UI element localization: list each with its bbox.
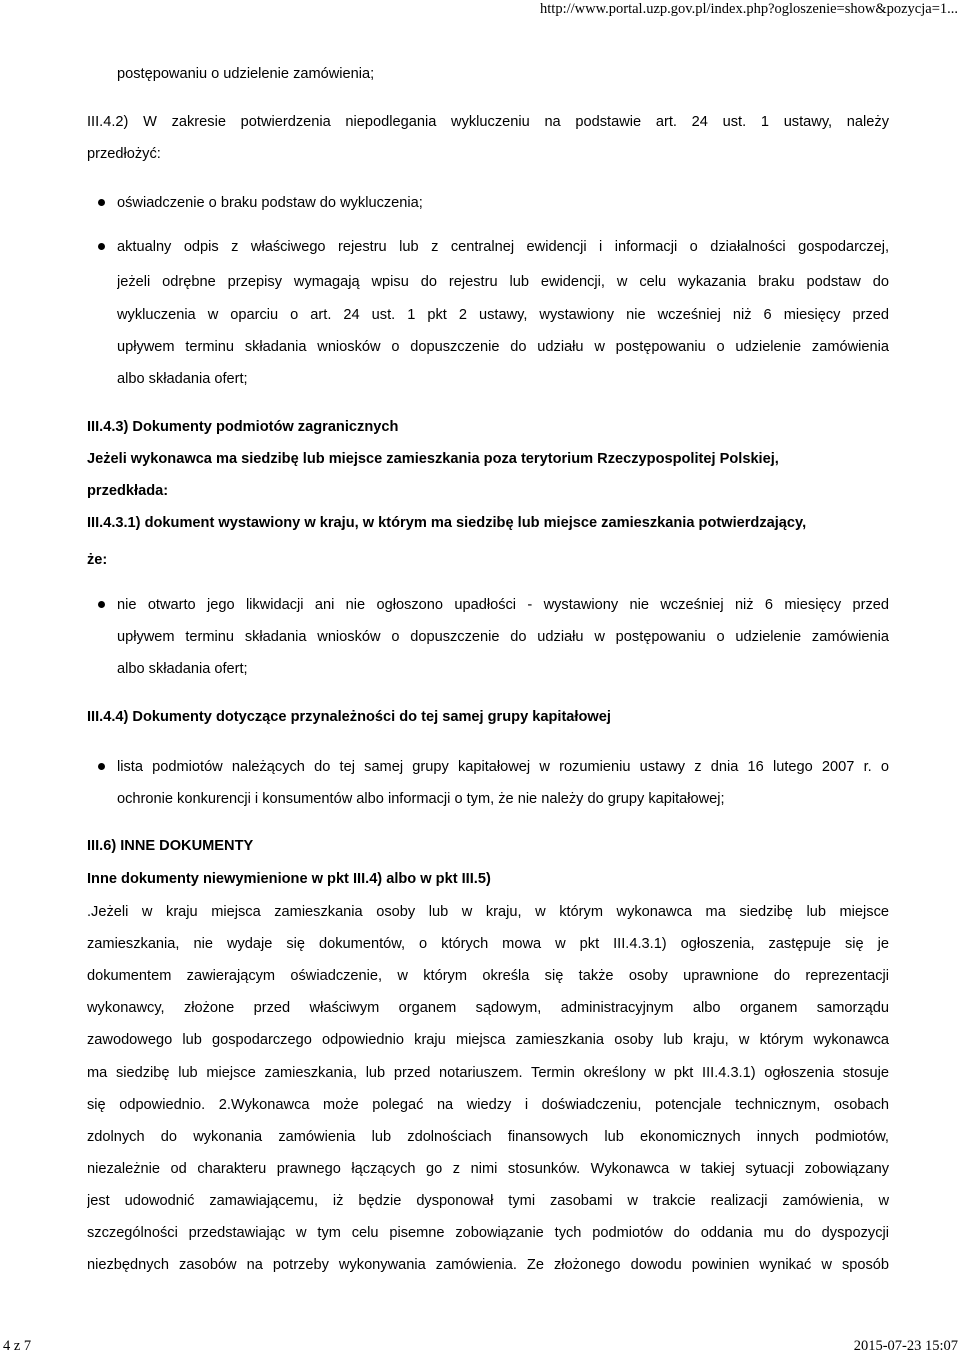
list-item: oświadczenie o braku podstaw do wykluczenia; [117,195,423,211]
bullet-icon [98,763,105,770]
paragraph-line: niezbędnych zasobów na potrzeby wykonywania zamówienia. Ze złożonego dowodu powinien wynikać w sposób [87,1257,889,1273]
bold-text-line: przedkłada: [87,483,169,499]
section-heading-iii-4-4: III.4.4) Dokumenty dotyczące przynależności do tej samej grupy kapitałowej [87,709,611,725]
list-item-continuation: ochronie konkurencji i konsumentów albo informacji o tym, że nie należy do grupy kapitałowej; [117,791,725,807]
paragraph-line: dokumentem zawierającym oświadczenie, w którym określa się także osoby uprawnione do reprezentacji [87,968,889,984]
bold-text-line: Inne dokumenty niewymienione w pkt III.4) albo w pkt III.5) [87,871,491,887]
text-line: przedłożyć: [87,146,161,162]
list-item-continuation: upływem terminu składania wniosków o dopuszczenie do udziału w postępowaniu o udzielenie zamówienia [117,339,889,355]
section-heading-iii-4-2: III.4.2) W zakresie potwierdzenia niepodlegania wykluczeniu na podstawie art. 24 ust. 1 ustawy, należy [87,114,889,130]
paragraph-line: jest udowodnić zamawiającemu, iż będzie dysponował tymi zasobami w trakcie realizacji zamówienia, w [87,1193,889,1209]
section-heading-iii-6: III.6) INNE DOKUMENTY [87,838,254,854]
paragraph-line: zdolnych do wykonania zamówienia lub zdolnościach finansowych lub ekonomicznych innych podmiotów, [87,1129,889,1145]
list-item-continuation: jeżeli odrębne przepisy wymagają wpisu do rejestru lub ewidencji, w celu wykazania braku podstaw do [117,274,889,290]
bullet-icon [98,199,105,206]
paragraph-line: niezależnie od charakteru prawnego łączących go z nimi stosunków. Wykonawca w takiej sytuacji zobowiązany [87,1161,889,1177]
bullet-icon [98,243,105,250]
bold-text-line: Jeżeli wykonawca ma siedzibę lub miejsce zamieszkania poza terytorium Rzeczypospolitej Polskiej, [87,451,779,467]
bold-text-line: że: [87,552,108,568]
browser-url-header: http://www.portal.uzp.gov.pl/index.php?ogloszenie=show&pozycja=1... [540,1,958,17]
text-line: postępowaniu o udzielenie zamówienia; [117,66,375,82]
list-item-continuation: albo składania ofert; [117,661,248,677]
list-item-continuation: upływem terminu składania wniosków o dopuszczenie do udziału w postępowaniu o udzielenie zamówienia [117,629,889,645]
list-item-continuation: wykluczenia w oparciu o art. 24 ust. 1 pkt 2 ustawy, wystawiony nie wcześniej niż 6 miesięcy przed [117,307,889,323]
paragraph-line: wykonawcy, złożone przed właściwym organem sądowym, administracyjnym albo organem samorządu [87,1000,889,1016]
print-timestamp: 2015-07-23 15:07 [853,1338,958,1354]
section-heading-iii-4-3: III.4.3) Dokumenty podmiotów zagranicznych [87,419,399,435]
paragraph-line: się odpowiednio. 2.Wykonawca może polegać na wiedzy i doświadczeniu, potencjale technicznym, osobach [87,1097,889,1113]
list-item: lista podmiotów należących do tej samej grupy kapitałowej w rozumieniu ustawy z dnia 16 lutego 2007 r. o [117,759,889,775]
bullet-icon [98,601,105,608]
list-item-continuation: albo składania ofert; [117,371,248,387]
paragraph-line: szczególności przedstawiając w tym celu pisemne zobowiązanie tych podmiotów do oddania mu do dyspozycji [87,1225,889,1241]
paragraph-line: zawodowego lub gospodarczego odpowiednio kraju miejsca zamieszkania osoby lub kraju, w którym wykonawca [87,1032,889,1048]
paragraph-line: .Jeżeli w kraju miejsca zamieszkania osoby lub w kraju, w którym wykonawca ma siedzibę lub miejsce [87,904,889,920]
list-item: aktualny odpis z właściwego rejestru lub z centralnej ewidencji i informacji o działalności gospodarczej, [117,239,889,255]
list-item: nie otwarto jego likwidacji ani nie ogłoszono upadłości - wystawiony nie wcześniej niż 6 miesięcy przed [117,597,889,613]
paragraph-line: zamieszkania, nie wydaje się dokumentów, o których mowa w pkt III.4.3.1) ogłoszenia, zastępuje się je [87,936,889,952]
section-heading-iii-4-3-1: III.4.3.1) dokument wystawiony w kraju, w którym ma siedzibę lub miejsce zamieszkania potwierdzający, [87,515,807,531]
paragraph-line: ma siedzibę lub miejsce zamieszkania, lub przed notariuszem. Termin określony w pkt III.4.3.1) ogłoszenia stosuje [87,1065,889,1081]
page-number: 4 z 7 [3,1338,32,1354]
